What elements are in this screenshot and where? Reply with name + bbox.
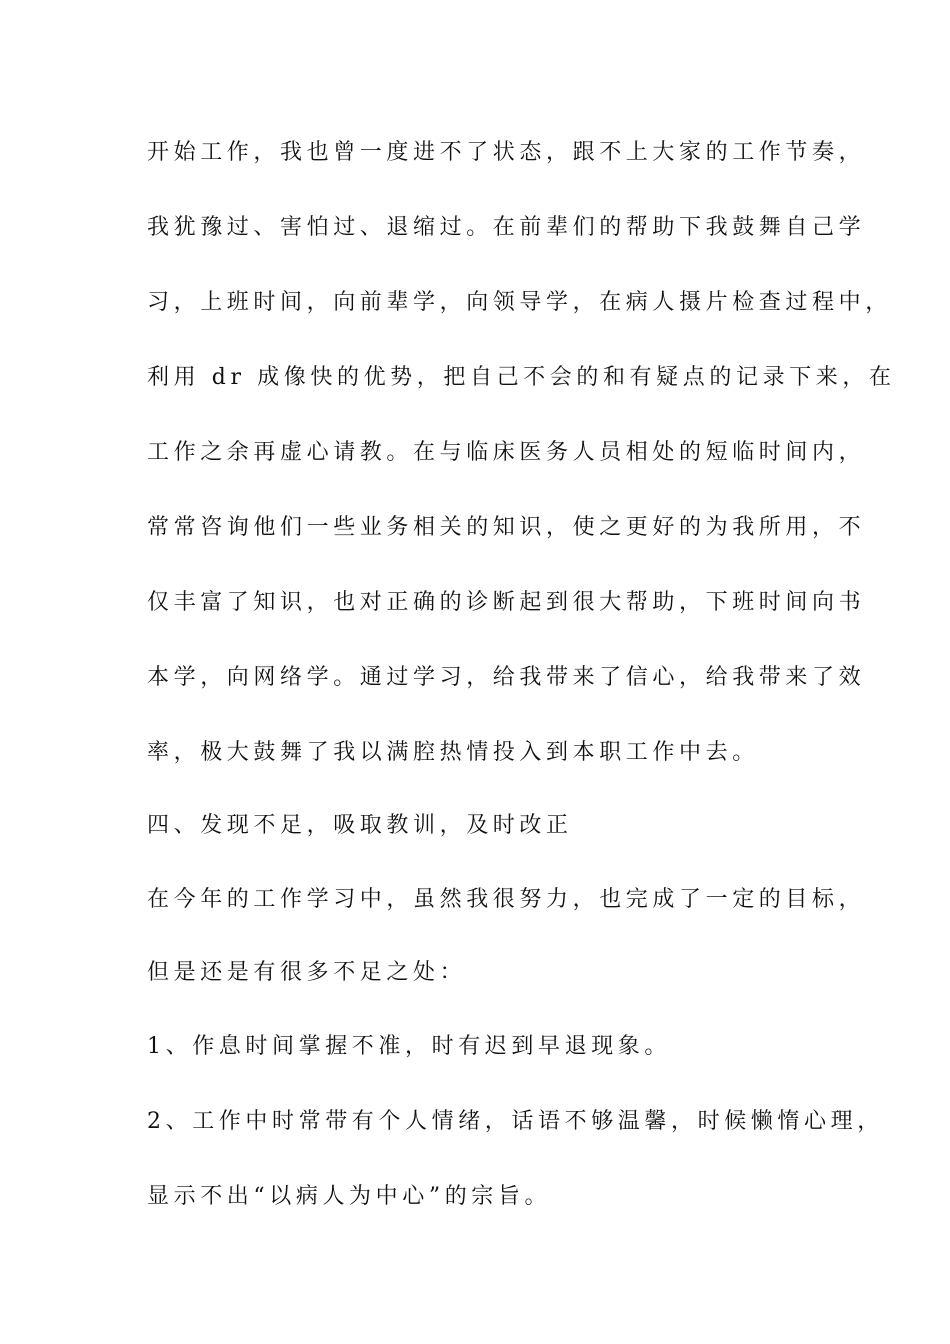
list-item-continuation: 显示不出“以病人为中心”的宗旨。 [147,1184,552,1209]
section-intro-line: 但是还是有很多不足之处： [147,960,467,985]
paragraph-line: 利用 dr 成像快的优势，把自己不会的和有疑点的记录下来，在 [147,365,896,390]
list-item: 1、作息时间掌握不准，时有迟到早退现象。 [147,1034,671,1059]
section-intro-line: 在今年的工作学习中，虽然我很努力，也完成了一定的目标， [147,887,866,912]
paragraph-line: 仅丰富了知识，也对正确的诊断起到很大帮助，下班时间向书 [147,590,866,615]
paragraph-line: 开始工作，我也曾一度进不了状态，跟不上大家的工作节奏， [147,140,866,165]
list-item: 2、工作中时常带有个人情绪，话语不够温馨，时候懒惰心理， [147,1109,884,1134]
section-heading: 四、发现不足，吸取教训，及时改正 [147,813,573,838]
paragraph-line: 常常咨询他们一些业务相关的知识，使之更好的为我所用，不 [147,515,866,540]
paragraph-line: 本学，向网络学。通过学习，给我带来了信心，给我带来了效 [147,665,866,690]
paragraph-line: 工作之余再虚心请教。在与临床医务人员相处的短临时间内， [147,440,866,465]
paragraph-line: 我犹豫过、害怕过、退缩过。在前辈们的帮助下我鼓舞自己学 [147,215,866,240]
paragraph-line: 习，上班时间，向前辈学，向领导学，在病人摄片检查过程中， [147,290,892,315]
paragraph-line: 率，极大鼓舞了我以满腔热情投入到本职工作中去。 [147,740,759,765]
